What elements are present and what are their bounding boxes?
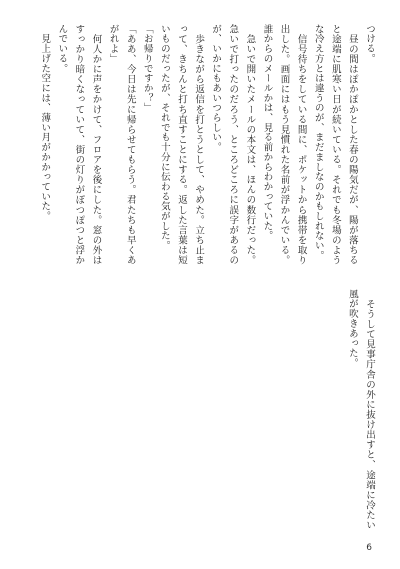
vertical-text-body xyxy=(22,24,378,530)
paragraph: 信号待ちをしている間に、ポケットから携帯を取り出した。画面にはもう見慣れた名前が浮かんでいる。誰からのメールかは、見る前からわかっていた。 xyxy=(261,24,307,265)
dialogue-line: 「お帰りですか？」 xyxy=(141,24,153,113)
paragraph: 見上げた空には、薄い月がかかっていた。 xyxy=(39,24,51,221)
dialogue-line: 「ああ、今日は先に帰らせてもらう。君たちも早くあがれよ」 xyxy=(107,24,136,265)
paragraph: 何人かに声をかけて、フロアを後にした。窓の外はすっかり暗くなっていて、街の灯りがぽつぽつと浮かんでいる。 xyxy=(56,24,102,265)
paragraph: つける。 xyxy=(364,24,375,64)
paragraph: 昼の間はぽかぽかとした春の陽気だが、陽が落ちると途端に肌寒い日が続いている。それでも冬場のような冷え方とは違うのが、まだましなのかもしれない。 xyxy=(312,24,358,265)
page-number: 6 xyxy=(366,543,372,553)
paragraph: 歩きながら返信を打とうとして、やめた。立ち止まって、きちんと打ち直すことにする。返した言葉は短いものだったが、それでも十分に伝わる気がした。 xyxy=(158,24,205,265)
paragraph: そうして見事庁舎の外に抜け出すと、途端に冷たい風が吹きあった。 xyxy=(346,289,375,530)
paragraph: 急いで開いたメールの本文は、ほんの数行だった。急いで打ったのだろう、ところどころに誤字があるのが、いかにもあいつらしい。 xyxy=(210,24,256,265)
